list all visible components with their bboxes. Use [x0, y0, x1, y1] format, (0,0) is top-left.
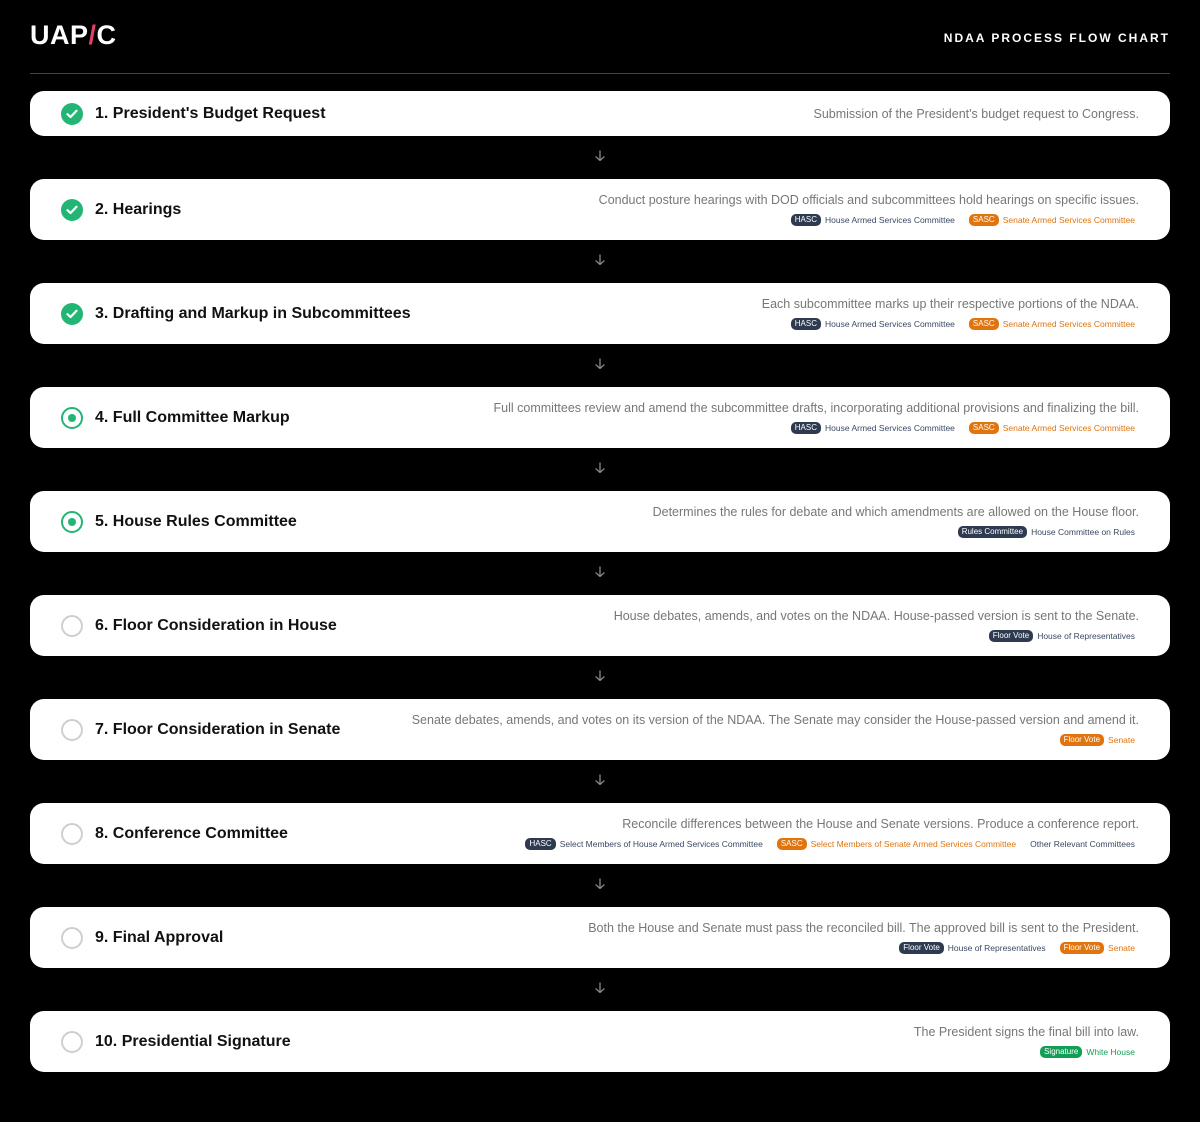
arrow-down-icon	[594, 773, 606, 791]
committee-tag	[777, 838, 1016, 850]
step-tags	[525, 838, 1139, 850]
tag-label: Other Relevant Committees	[1030, 839, 1135, 849]
committee-tag	[1040, 1046, 1135, 1058]
tag-badge: Rules Committee	[958, 526, 1027, 538]
arrow-down-icon	[594, 981, 606, 999]
step-tags	[899, 942, 1139, 954]
flow-steps	[30, 91, 1170, 1072]
step-card	[30, 1011, 1170, 1072]
step-details	[914, 1025, 1139, 1058]
committee-tag	[791, 214, 955, 226]
logo	[30, 20, 117, 51]
tag-badge: HASC	[791, 318, 821, 330]
committee-tag	[1060, 734, 1135, 746]
check-circle-icon	[61, 303, 83, 325]
step-description: Conduct posture hearings with DOD officials and subcommittees hold hearings on specific issues.	[598, 193, 1139, 207]
chart-title: NDAA PROCESS FLOW CHART	[943, 31, 1170, 45]
step-card	[30, 803, 1170, 864]
step-card	[30, 91, 1170, 136]
step-title: 4. Full Committee Markup	[95, 408, 290, 426]
check-circle-icon	[61, 199, 83, 221]
logo-suffix: C	[96, 20, 117, 50]
tag-label: Senate Armed Services Committee	[1002, 319, 1135, 329]
step-details	[525, 817, 1139, 850]
step-tags	[791, 422, 1139, 434]
tag-badge: Signature	[1040, 1046, 1082, 1058]
step-title: 3. Drafting and Markup in Subcommittees	[95, 304, 411, 322]
tag-badge: SASC	[969, 422, 999, 434]
step-title: 10. Presidential Signature	[95, 1032, 291, 1050]
step-title: 5. House Rules Committee	[95, 512, 297, 530]
step-tags	[791, 214, 1139, 226]
step-title: 2. Hearings	[95, 200, 182, 218]
step-details	[494, 401, 1139, 434]
empty-circle-icon	[61, 927, 83, 949]
step-connector	[30, 344, 1170, 387]
committee-tag	[899, 942, 1045, 954]
arrow-down-icon	[594, 565, 606, 583]
tag-label: House Armed Services Committee	[825, 319, 955, 329]
step-connector	[30, 760, 1170, 803]
step-connector	[30, 968, 1170, 1011]
step-title: 9. Final Approval	[95, 928, 224, 946]
committee-tag	[958, 526, 1135, 538]
tag-label: House Armed Services Committee	[825, 215, 955, 225]
empty-circle-icon	[61, 1031, 83, 1053]
arrow-down-icon	[594, 877, 606, 895]
step-tags	[1040, 1046, 1139, 1058]
empty-circle-icon	[61, 719, 83, 741]
step-description: Reconcile differences between the House and Senate versions. Produce a conference report.	[622, 817, 1139, 831]
empty-circle-icon	[61, 615, 83, 637]
step-title: 8. Conference Committee	[95, 824, 288, 842]
step-details	[814, 107, 1140, 121]
committee-tag	[791, 318, 955, 330]
tag-label: Select Members of Senate Armed Services Committee	[810, 839, 1017, 849]
step-description: Both the House and Senate must pass the reconciled bill. The approved bill is sent to the President.	[588, 921, 1139, 935]
logo-slash: /	[88, 20, 97, 50]
step-title: 1. President's Budget Request	[95, 104, 326, 122]
step-card	[30, 491, 1170, 552]
step-details	[614, 609, 1139, 642]
step-details	[653, 505, 1139, 538]
tag-label: House of Representatives	[947, 943, 1046, 953]
radio-dot-icon	[61, 407, 83, 429]
step-description: Submission of the President's budget request to Congress.	[813, 106, 1139, 121]
committee-tag	[989, 630, 1135, 642]
step-card	[30, 595, 1170, 656]
step-description: The President signs the final bill into law.	[913, 1025, 1139, 1039]
step-connector	[30, 864, 1170, 907]
step-tags	[791, 318, 1139, 330]
committee-tag	[969, 214, 1135, 226]
committee-tag	[1030, 838, 1135, 850]
step-details	[412, 713, 1139, 746]
step-card	[30, 179, 1170, 240]
step-connector	[30, 448, 1170, 491]
check-circle-icon	[61, 103, 83, 125]
step-tags	[958, 526, 1139, 538]
step-card	[30, 283, 1170, 344]
step-connector	[30, 136, 1170, 179]
tag-badge: Floor Vote	[1060, 942, 1104, 954]
step-details	[588, 921, 1139, 954]
tag-badge: Floor Vote	[899, 942, 943, 954]
step-tags	[989, 630, 1139, 642]
step-description: Each subcommittee marks up their respective portions of the NDAA.	[761, 297, 1139, 311]
tag-label: Senate	[1108, 735, 1135, 745]
arrow-down-icon	[594, 253, 606, 271]
step-details	[762, 297, 1139, 330]
page-header	[0, 0, 1200, 74]
step-card	[30, 907, 1170, 968]
tag-label: House Armed Services Committee	[825, 423, 955, 433]
step-description: Determines the rules for debate and which amendments are allowed on the House floor.	[652, 505, 1139, 519]
tag-badge: HASC	[791, 422, 821, 434]
tag-badge: SASC	[969, 214, 999, 226]
step-connector	[30, 552, 1170, 595]
tag-label: Select Members of House Armed Services Committee	[559, 839, 763, 849]
arrow-down-icon	[594, 669, 606, 687]
arrow-down-icon	[594, 357, 606, 375]
empty-circle-icon	[61, 823, 83, 845]
step-description: Full committees review and amend the subcommittee drafts, incorporating additional provisions and finalizing the bill.	[493, 401, 1139, 415]
tag-badge: Floor Vote	[1060, 734, 1104, 746]
header-divider	[30, 73, 1170, 74]
tag-badge: HASC	[525, 838, 555, 850]
step-details	[599, 193, 1139, 226]
tag-label: White House	[1086, 1047, 1135, 1057]
committee-tag	[1060, 942, 1135, 954]
tag-badge: HASC	[791, 214, 821, 226]
step-connector	[30, 656, 1170, 699]
tag-badge: SASC	[777, 838, 807, 850]
step-title: 7. Floor Consideration in Senate	[95, 720, 341, 738]
arrow-down-icon	[594, 461, 606, 479]
step-description: House debates, amends, and votes on the NDAA. House-passed version is sent to the Senate.	[613, 609, 1139, 623]
committee-tag	[969, 422, 1135, 434]
step-description: Senate debates, amends, and votes on its version of the NDAA. The Senate may consider the House-passed version and amend it.	[411, 713, 1139, 727]
committee-tag	[969, 318, 1135, 330]
step-connector	[30, 240, 1170, 283]
step-card	[30, 699, 1170, 760]
step-title: 6. Floor Consideration in House	[95, 616, 337, 634]
arrow-down-icon	[594, 149, 606, 167]
step-tags	[1060, 734, 1139, 746]
tag-label: Senate Armed Services Committee	[1002, 423, 1135, 433]
tag-label: House Committee on Rules	[1031, 527, 1135, 537]
radio-dot-icon	[61, 511, 83, 533]
tag-label: House of Representatives	[1037, 631, 1135, 641]
step-card	[30, 387, 1170, 448]
tag-badge: Floor Vote	[989, 630, 1033, 642]
tag-label: Senate	[1108, 943, 1135, 953]
tag-label: Senate Armed Services Committee	[1002, 215, 1135, 225]
logo-prefix: UAP	[30, 20, 89, 50]
tag-badge: SASC	[969, 318, 999, 330]
committee-tag	[525, 838, 762, 850]
committee-tag	[791, 422, 955, 434]
